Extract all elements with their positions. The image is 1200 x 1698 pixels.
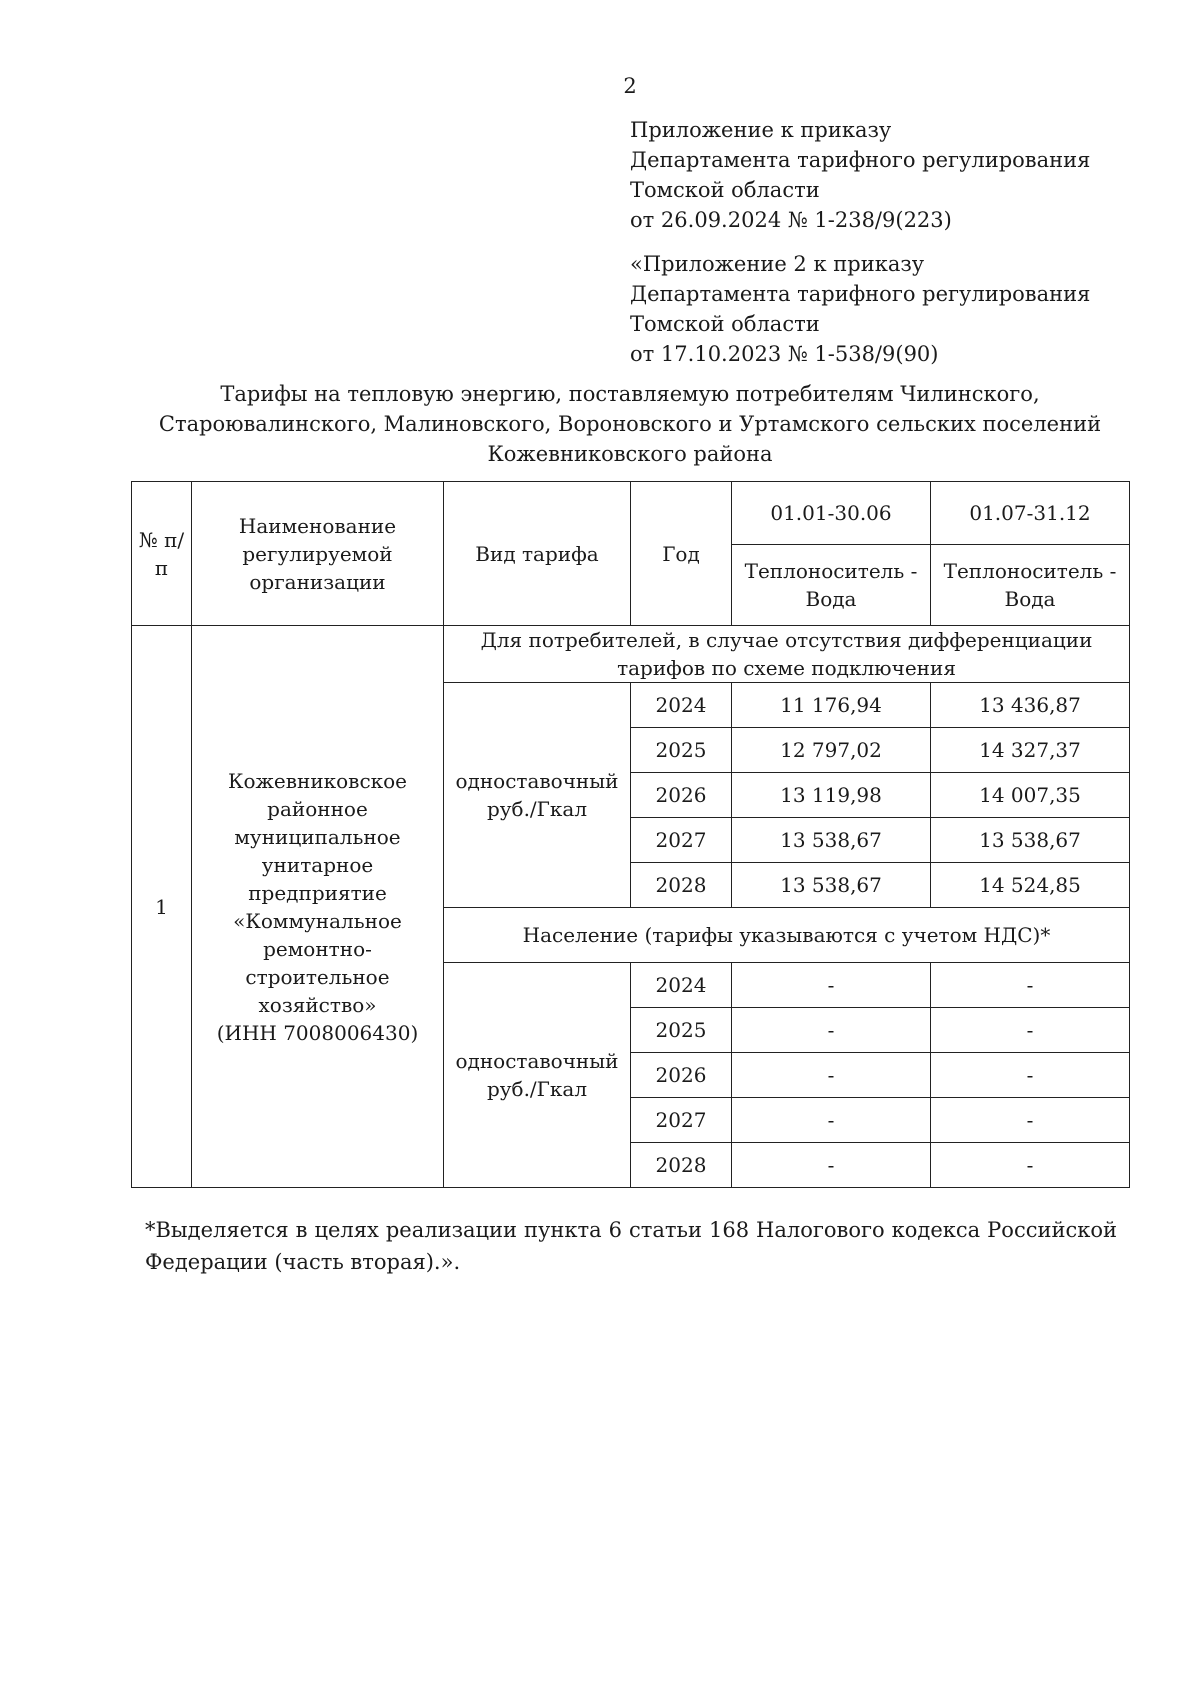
appendix-line: «Приложение 2 к приказу (630, 252, 925, 276)
value-cell: - (931, 1143, 1130, 1188)
value-cell: - (732, 1008, 931, 1053)
value-cell: 14 524,85 (931, 863, 1130, 908)
organization-line: «Коммунальное (233, 908, 402, 933)
value-cell: - (732, 1053, 931, 1098)
tariff-type-line: руб./Гкал (486, 1077, 588, 1101)
title-line: Тарифы на тепловую энергию, поставляемую потребителям Чилинского, (220, 382, 1040, 406)
value-cell: 13 436,87 (931, 683, 1130, 728)
value-cell: - (931, 963, 1130, 1008)
section-row (132, 626, 1130, 683)
organization-line: предприятие (248, 880, 387, 905)
document-title (132, 379, 1128, 469)
value-cell: 13 538,67 (732, 818, 931, 863)
tariff-type-line: руб./Гкал (486, 797, 588, 821)
value-cell: - (931, 1098, 1130, 1143)
organization-line: районное (267, 796, 368, 821)
appendix-current-order (630, 115, 1090, 235)
year-cell: 2024 (631, 963, 732, 1008)
appendix-line: Приложение к приказу (630, 118, 892, 142)
organization-line: (ИНН 7008006430) (216, 1020, 419, 1045)
header-num: № п/п (132, 482, 192, 626)
tariff-type-cell (444, 683, 631, 908)
value-cell: 13 538,67 (931, 818, 1130, 863)
organization-line: муниципальное (234, 824, 401, 849)
year-cell: 2028 (631, 863, 732, 908)
value-cell: - (931, 1008, 1130, 1053)
header-organization: Наименование регулируемой организации (192, 482, 444, 626)
year-cell: 2026 (631, 1053, 732, 1098)
appendix-previous-order (630, 249, 1090, 369)
header-carrier-2: Теплоноситель - Вода (931, 545, 1130, 626)
section-label: Население (тарифы указываются с учетом НДС)* (444, 908, 1130, 963)
header-period-1: 01.01-30.06 (732, 482, 931, 545)
value-cell: 11 176,94 (732, 683, 931, 728)
appendix-line: Департамента тарифного регулирования (630, 282, 1091, 306)
page-number: 2 (623, 74, 637, 98)
year-cell: 2027 (631, 818, 732, 863)
value-cell: - (732, 963, 931, 1008)
year-cell: 2025 (631, 728, 732, 773)
value-cell: - (732, 1143, 931, 1188)
appendix-line: от 26.09.2024 № 1-238/9(223) (630, 208, 952, 232)
year-cell: 2024 (631, 683, 732, 728)
value-cell: 13 538,67 (732, 863, 931, 908)
value-cell: - (931, 1053, 1130, 1098)
value-cell: - (732, 1098, 931, 1143)
appendix-line: Департамента тарифного регулирования (630, 148, 1091, 172)
tariff-type-cell (444, 963, 631, 1188)
row-number: 1 (132, 626, 192, 1188)
header-tariff-type: Вид тарифа (444, 482, 631, 626)
organization-line: унитарное (261, 852, 374, 877)
title-line: Кожевниковского района (487, 442, 773, 466)
tariff-type-line: одноставочный (455, 769, 619, 793)
header-carrier-1: Теплоноситель - Вода (732, 545, 931, 626)
header-period-2: 01.07-31.12 (931, 482, 1130, 545)
value-cell: 13 119,98 (732, 773, 931, 818)
year-cell: 2028 (631, 1143, 732, 1188)
title-line: Староювалинского, Малиновского, Вороновского и Уртамского сельских поселений (158, 412, 1102, 436)
organization-line: хозяйство» (258, 992, 377, 1017)
appendix-line: от 17.10.2023 № 1-538/9(90) (630, 342, 939, 366)
organization-line: Кожевниковское (227, 768, 408, 793)
value-cell: 14 007,35 (931, 773, 1130, 818)
year-cell: 2025 (631, 1008, 732, 1053)
header-row (132, 482, 1130, 545)
appendix-line: Томской области (630, 312, 820, 336)
organization-name (192, 626, 444, 1188)
tariff-table (131, 481, 1130, 1188)
value-cell: 12 797,02 (732, 728, 931, 773)
organization-line: ремонтно- (263, 936, 372, 961)
header-year: Год (631, 482, 732, 626)
value-cell: 14 327,37 (931, 728, 1130, 773)
appendix-line: Томской области (630, 178, 820, 202)
section-label: Для потребителей, в случае отсутствия дифференциации тарифов по схеме подключения (444, 626, 1130, 683)
year-cell: 2027 (631, 1098, 732, 1143)
organization-line: строительное (245, 964, 390, 989)
tariff-type-line: одноставочный (455, 1049, 619, 1073)
footnote: *Выделяется в целях реализации пункта 6 статьи 168 Налогового кодекса Российской Федерации (часть вторая).». (145, 1218, 1117, 1274)
year-cell: 2026 (631, 773, 732, 818)
